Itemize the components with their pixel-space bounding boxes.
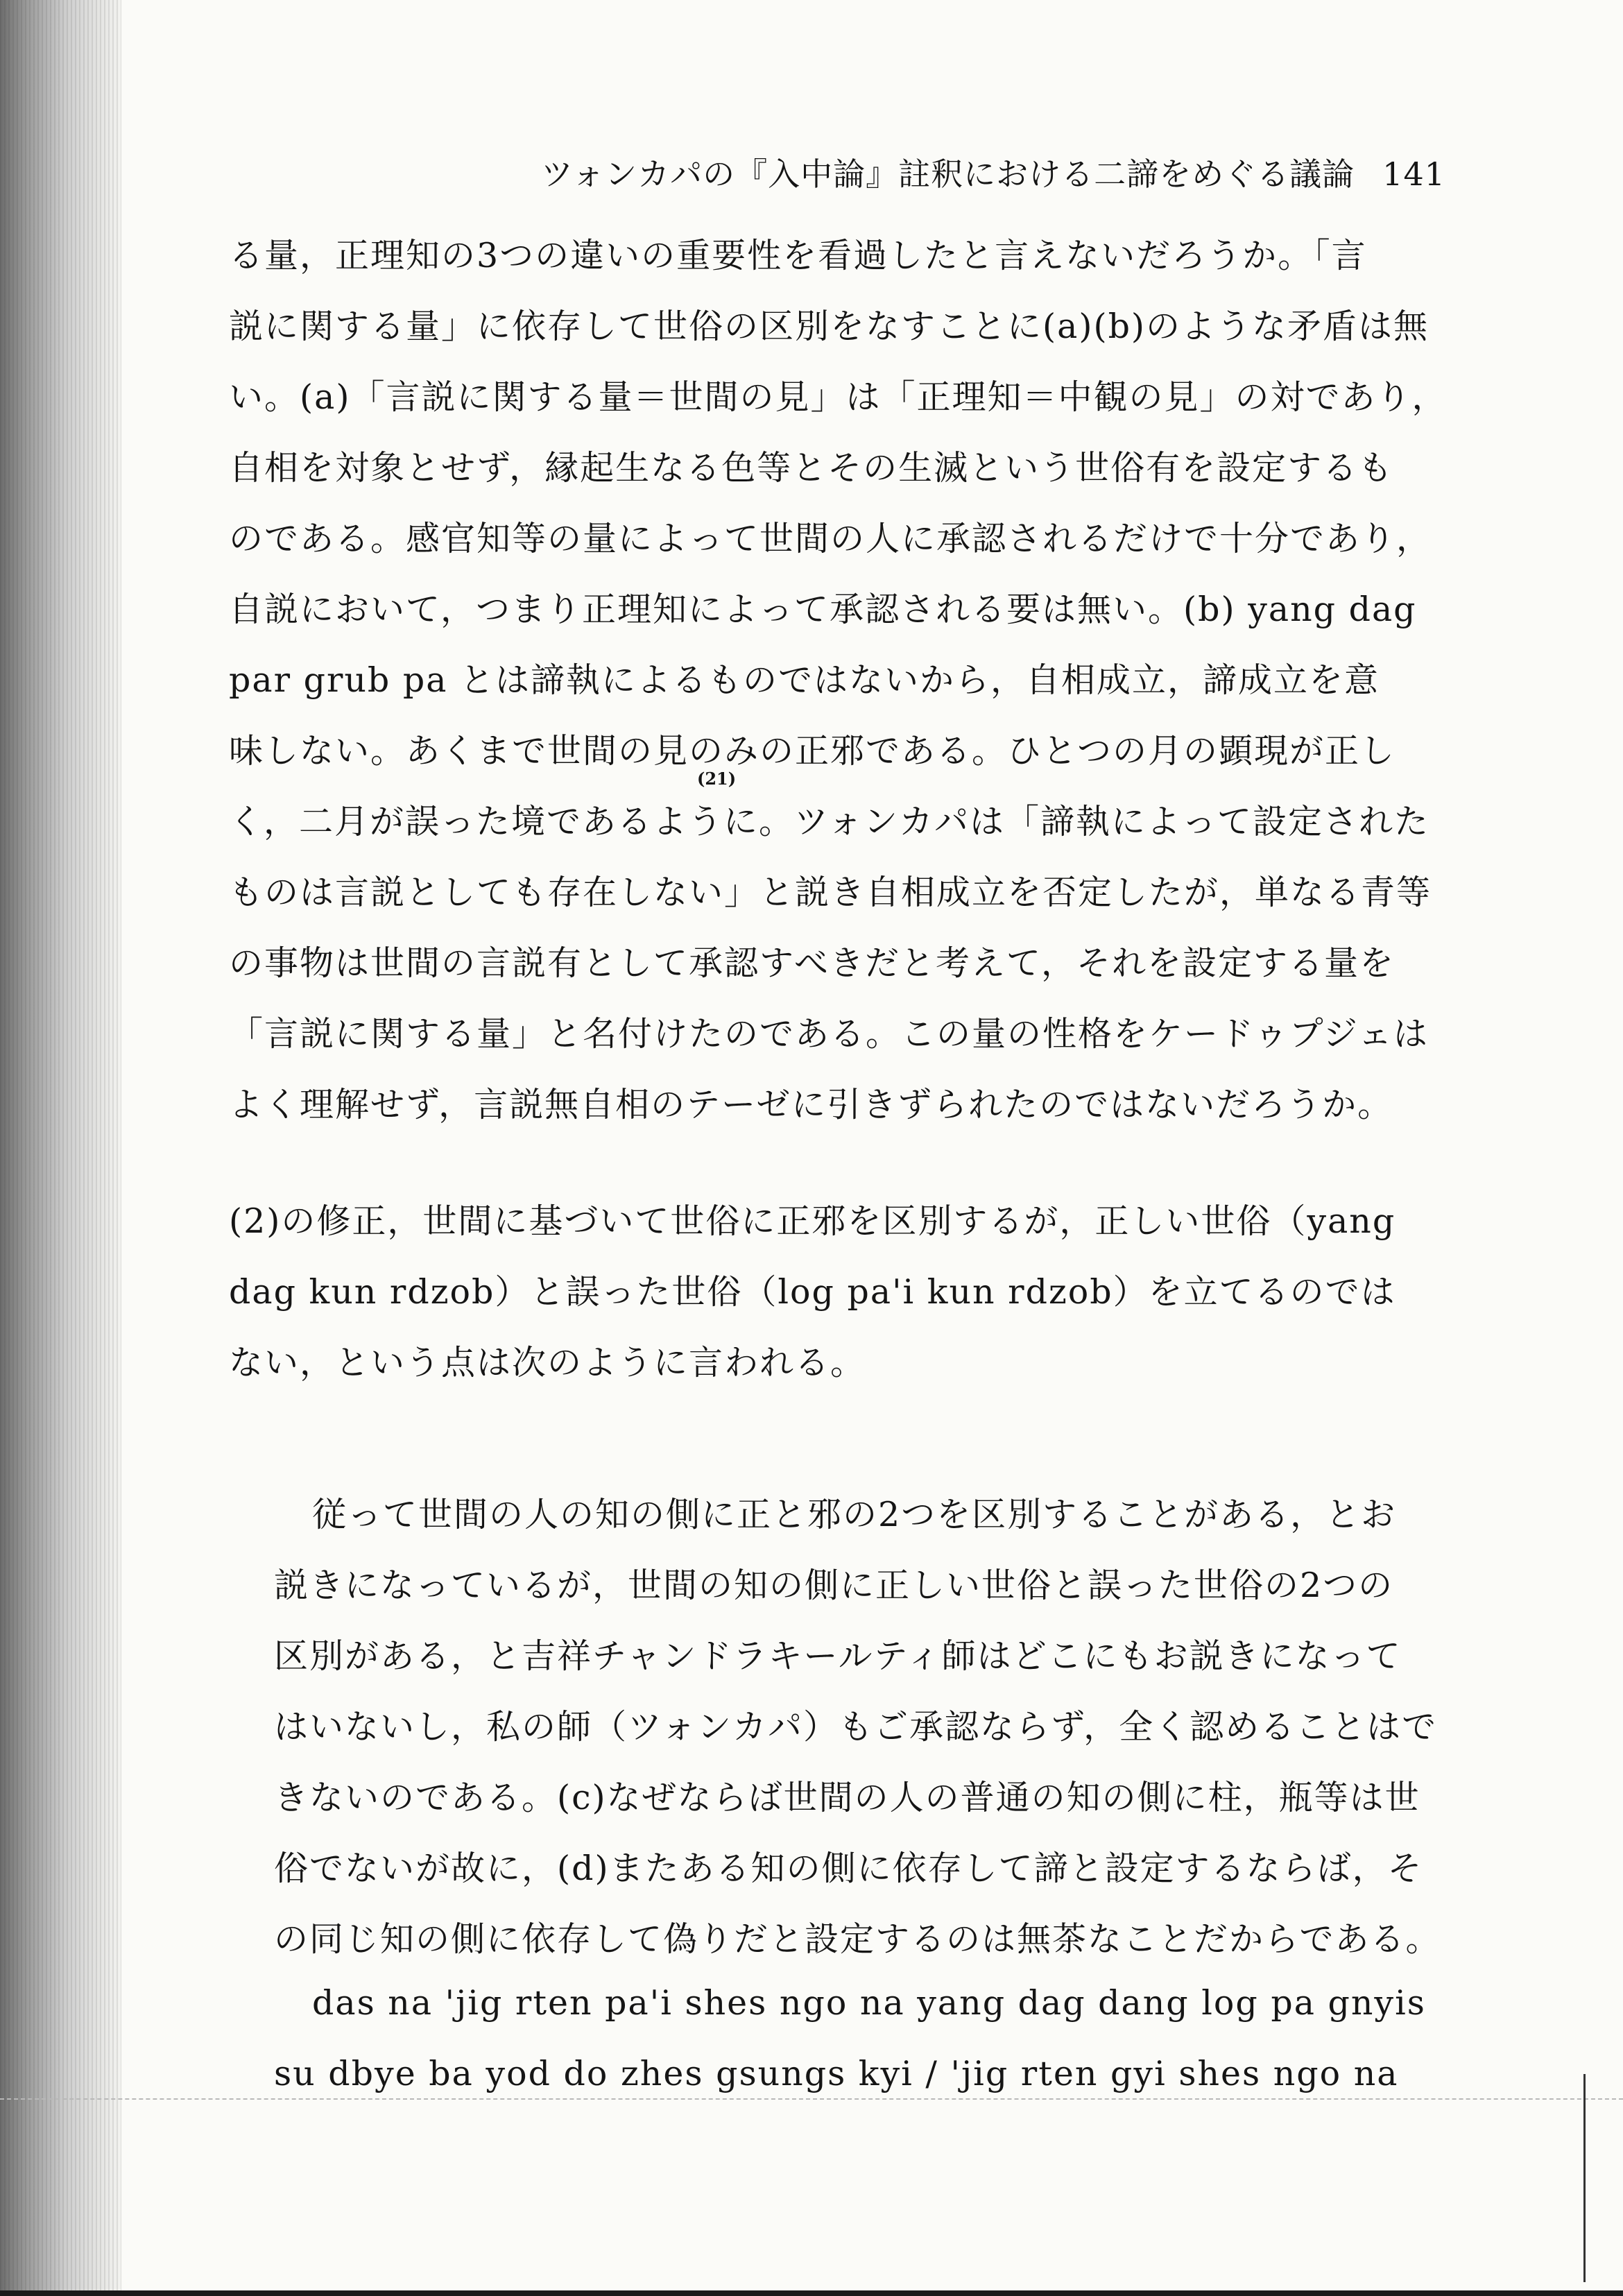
tibetan-line: das na 'jig rten pa'i shes ngo na yang dag dang log pa gnyis — [312, 1983, 1426, 2023]
text-line: い。(a)「言説に関する量＝世間の見」は「正理知＝中観の見」の対であり， — [229, 377, 1448, 417]
footnote-marker: (21) — [697, 769, 737, 789]
text-line: 説に関する量」に依存して世俗の区別をなすことに(a)(b)のような矛盾は無 — [229, 307, 1429, 346]
quote-line: 説きになっているが，世間の知の側に正しい世俗と誤った世俗の2つの — [274, 1566, 1394, 1605]
running-header — [541, 149, 1445, 195]
text-line: 自説において，つまり正理知によって承認される要は無い。(b) yang dag — [229, 590, 1417, 629]
scan-bottom-edge — [0, 2290, 1623, 2296]
text-line: ない，という点は次のように言われる。 — [229, 1343, 866, 1382]
text-line: ものは言説としても存在しない」と説き自相成立を否定したが，単なる青等 — [229, 873, 1432, 912]
text-line: よく理解せず，言説無自相のテーゼに引きずられたのではないだろうか。 — [229, 1085, 1393, 1124]
quote-line: きないのである。(c)なぜならば世間の人の普通の知の側に柱，瓶等は世 — [274, 1778, 1420, 1817]
text-line: の事物は世間の言説有として承認すべきだと考えて，それを設定する量を — [229, 943, 1396, 983]
text-line: く，二月が誤った境であるように。ツォンカパは「諦執によって設定された — [229, 802, 1430, 841]
quote-line: はいないし，私の師（ツォンカパ）もご承認ならず，全く認めることはで — [274, 1707, 1438, 1747]
quote-line: 俗でないが故に，(d)またある知の側に依存して諦と設定するならば，そ — [274, 1849, 1423, 1888]
quote-line: の同じ知の側に依存して偽りだと設定するのは無茶なことだからである。 — [274, 1919, 1441, 1959]
text-line: のである。感官知等の量によって世間の人に承認されるだけで十分であり， — [229, 519, 1432, 558]
text-line: 自相を対象とせず，縁起生なる色等とその生滅という世俗有を設定するも — [229, 448, 1394, 488]
page-number: 141 — [1382, 155, 1445, 193]
quote-line: 従って世間の人の知の側に正と邪の2つを区別することがある，とお — [312, 1495, 1397, 1534]
running-title: ツォンカパの『入中論』註釈における二諦をめぐる議論 — [541, 155, 1355, 193]
text-line: (2)の修正，世間に基づいて世俗に正邪を区別するが，正しい世俗（yang — [229, 1201, 1396, 1241]
text-line: る量，正理知の3つの違いの重要性を看過したと言えないだろうか。「言 — [229, 236, 1367, 275]
quote-line: 区別がある，と吉祥チャンドラキールティ師はどこにもお説きになって — [274, 1636, 1402, 1676]
tibetan-line: su dbye ba yod do zhes gsungs kyi / 'jig rten gyi shes ngo na — [274, 2054, 1399, 2093]
text-line: dag kun rdzob）と誤った世俗（log pa'i kun rdzob）を立てるのでは — [229, 1272, 1396, 1312]
scan-edge-line — [1583, 2074, 1586, 2282]
scan-spine-shadow — [0, 0, 121, 2296]
scan-dashed-line — [0, 2098, 1623, 2100]
text-line: 味しない。あくまで世間の見のみの正邪である。ひとつの月の顕現が正し — [229, 731, 1396, 771]
text-line: par grub pa とは諦執によるものではないから，自相成立，諦成立を意 — [229, 660, 1380, 700]
text-line: 「言説に関する量」と名付けたのである。この量の性格をケードゥプジェは — [229, 1014, 1429, 1054]
